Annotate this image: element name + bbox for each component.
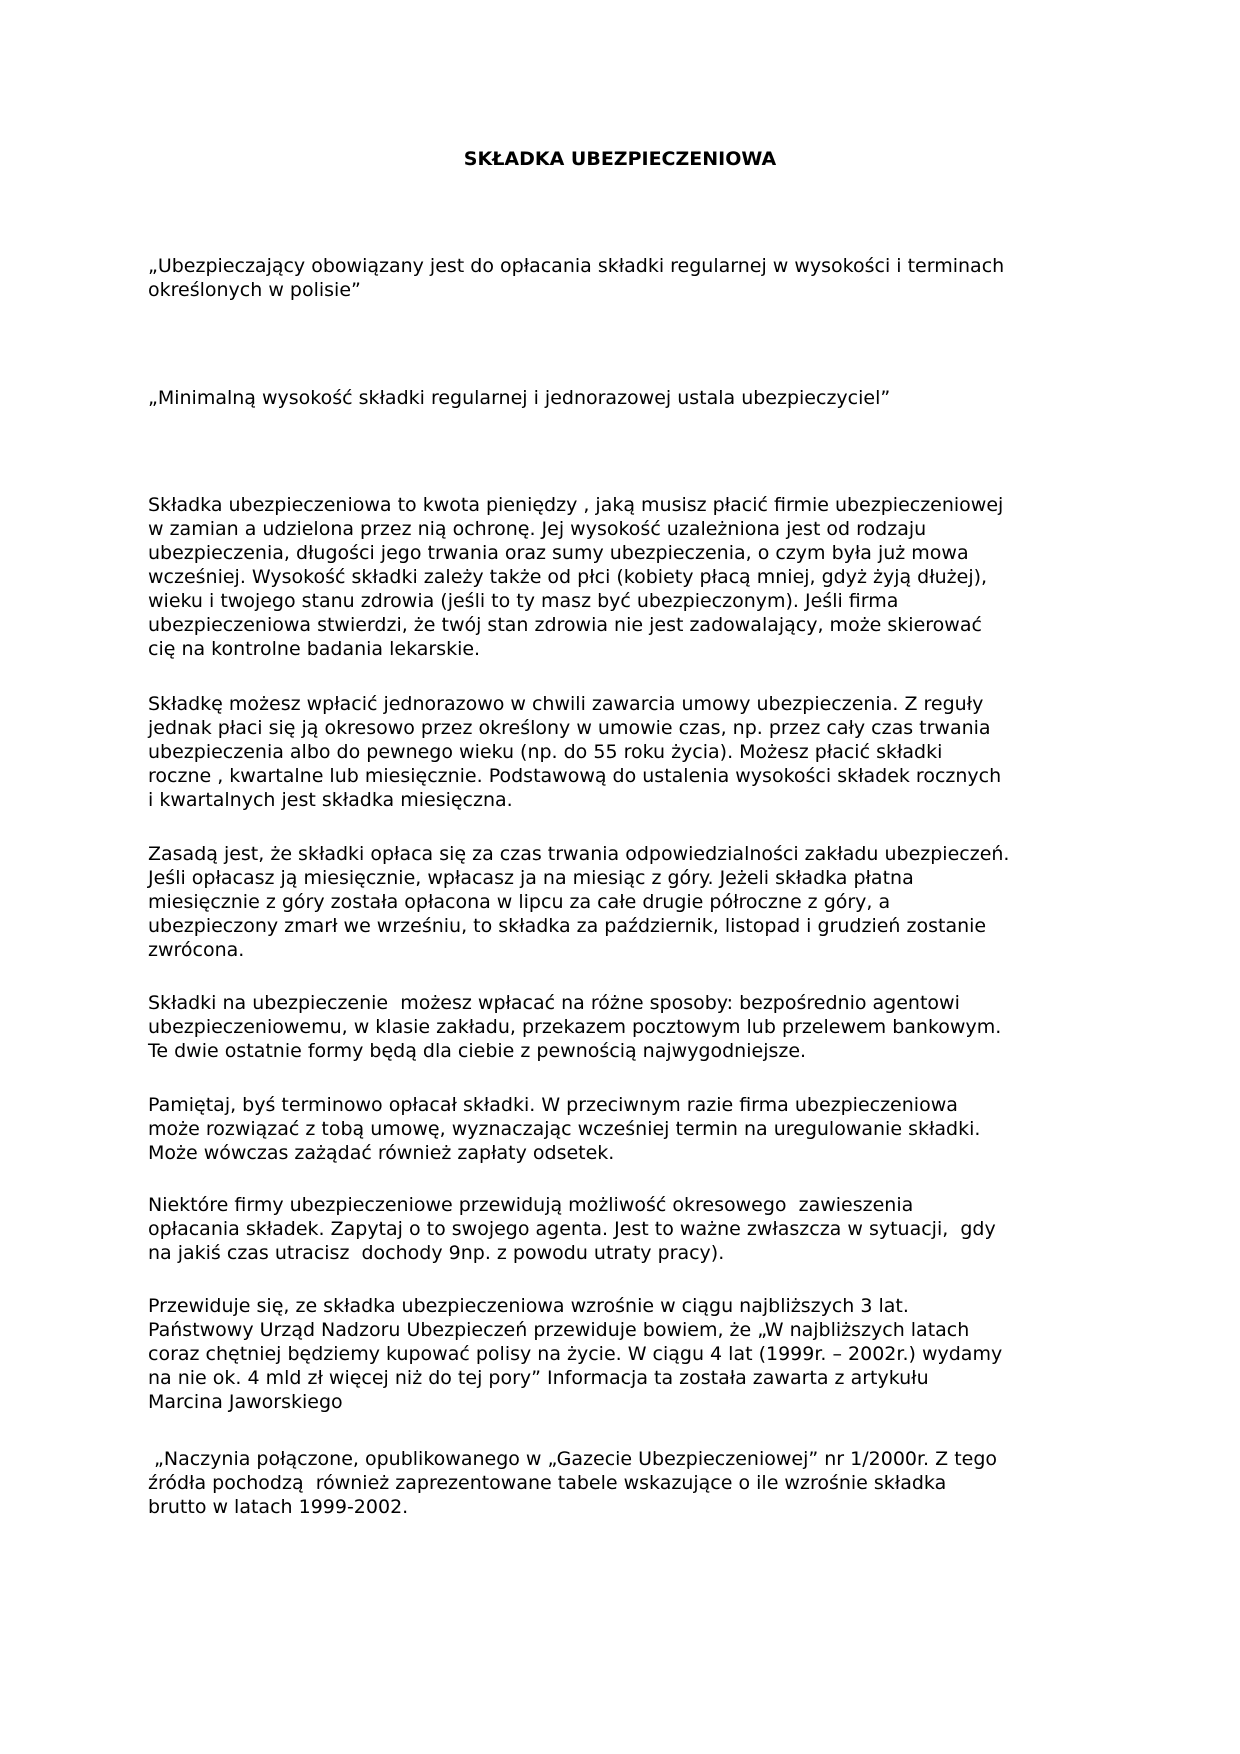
text-line: roczne , kwartalne lub miesięcznie. Podstawową do ustalenia wysokości składek rocznych: [148, 765, 1002, 787]
text-line: ubezpieczony zmarł we wrześniu, to składka za październik, listopad i grudzień zostanie: [148, 915, 987, 937]
text-line: na jakiś czas utracisz dochody 9np. z powodu utraty pracy).: [148, 1242, 725, 1264]
text-line: ubezpieczeniowa stwierdzi, że twój stan zdrowia nie jest zadowalający, może skierować: [148, 614, 982, 636]
document-title: SKŁADKA UBEZPIECZENIOWA: [463, 148, 777, 170]
text-line: „Ubezpieczający obowiązany jest do opłacania składki regularnej w wysokości i terminach: [148, 255, 1005, 277]
text-line: Składka ubezpieczeniowa to kwota pieniędzy , jaką musisz płacić firmie ubezpieczeniowej: [148, 494, 1004, 516]
body-paragraph: [148, 991, 1098, 1063]
text-line: ubezpieczenia albo do pewnego wieku (np. do 55 roku życia). Możesz płacić składki: [148, 741, 943, 763]
text-line: Marcina Jaworskiego: [148, 1391, 343, 1413]
text-line: określonych w polisie”: [148, 279, 361, 301]
text-line: Państwowy Urząd Nadzoru Ubezpieczeń przewiduje bowiem, że „W najbliższych latach: [148, 1319, 970, 1341]
body-paragraph: [148, 692, 1098, 812]
body-paragraph: [148, 1193, 1098, 1265]
text-line: ubezpieczeniowemu, w klasie zakładu, przekazem pocztowym lub przelewem bankowym.: [148, 1016, 1002, 1038]
text-line: Te dwie ostatnie formy będą dla ciebie z pewnością najwygodniejsze.: [148, 1040, 807, 1062]
body-paragraph: [148, 1093, 1098, 1165]
body-paragraph: [148, 493, 1098, 661]
text-line: w zamian a udzielona przez nią ochronę. Jej wysokość uzależniona jest od rodzaju: [148, 518, 927, 540]
text-line: jednak płaci się ją okresowo przez określony w umowie czas, np. przez cały czas trwania: [148, 717, 991, 739]
text-line: wieku i twojego stanu zdrowia (jeśli to ty masz być ubezpieczonym). Jeśli firma: [148, 590, 899, 612]
text-line: Składki na ubezpieczenie możesz wpłacać na różne sposoby: bezpośrednio agentowi: [148, 992, 960, 1014]
text-line: „Minimalną wysokość składki regularnej i jednorazowej ustala ubezpieczyciel”: [148, 387, 891, 409]
text-line: Jeśli opłacasz ją miesięcznie, wpłacasz ja na miesiąc z góry. Jeżeli składka płatna: [148, 867, 914, 889]
text-line: na nie ok. 4 mld zł więcej niż do tej pory” Informacja ta została zawarta z artykułu: [148, 1367, 929, 1389]
text-line: Składkę możesz wpłacić jednorazowo w chwili zawarcia umowy ubezpieczenia. Z reguły: [148, 693, 984, 715]
text-line: wcześniej. Wysokość składki zależy także od płci (kobiety płacą mniej, gdyż żyją dłużej),: [148, 566, 988, 588]
text-line: Niektóre firmy ubezpieczeniowe przewidują możliwość okresowego zawieszenia: [148, 1194, 914, 1216]
text-line: i kwartalnych jest składka miesięczna.: [148, 789, 513, 811]
text-line: Może wówczas zażądać również zapłaty odsetek.: [148, 1142, 615, 1164]
text-line: brutto w latach 1999-2002.: [148, 1496, 409, 1518]
quote-paragraph: [148, 386, 1098, 410]
text-line: ubezpieczenia, długości jego trwania oraz sumy ubezpieczenia, o czym była już mowa: [148, 542, 969, 564]
body-paragraph: [148, 842, 1098, 962]
text-line: miesięcznie z góry została opłacona w lipcu za całe drugie półroczne z góry, a: [148, 891, 891, 913]
text-line: źródła pochodzą również zaprezentowane tabele wskazujące o ile wzrośnie składka: [148, 1472, 947, 1494]
text-line: Pamiętaj, byś terminowo opłacał składki. W przeciwnym razie firma ubezpieczeniowa: [148, 1094, 958, 1116]
text-line: coraz chętniej będziemy kupować polisy na życie. W ciągu 4 lat (1999r. – 2002r.) wydamy: [148, 1343, 1003, 1365]
text-line: Zasadą jest, że składki opłaca się za czas trwania odpowiedzialności zakładu ubezpieczeń.: [148, 843, 1010, 865]
text-line: opłacania składek. Zapytaj o to swojego agenta. Jest to ważne zwłaszcza w sytuacji, gdy: [148, 1218, 996, 1240]
quote-paragraph: [148, 254, 1098, 302]
text-line: zwrócona.: [148, 939, 245, 961]
body-paragraph: [148, 1294, 1098, 1414]
body-paragraph: [148, 1447, 1098, 1519]
text-line: „Naczynia połączone, opublikowanego w „Gazecie Ubezpieczeniowej” nr 1/2000r. Z tego: [148, 1448, 998, 1470]
text-line: cię na kontrolne badania lekarskie.: [148, 638, 481, 660]
text-line: Przewiduje się, ze składka ubezpieczeniowa wzrośnie w ciągu najbliższych 3 lat.: [148, 1295, 909, 1317]
text-line: może rozwiązać z tobą umowę, wyznaczając wcześniej termin na uregulowanie składki.: [148, 1118, 981, 1140]
